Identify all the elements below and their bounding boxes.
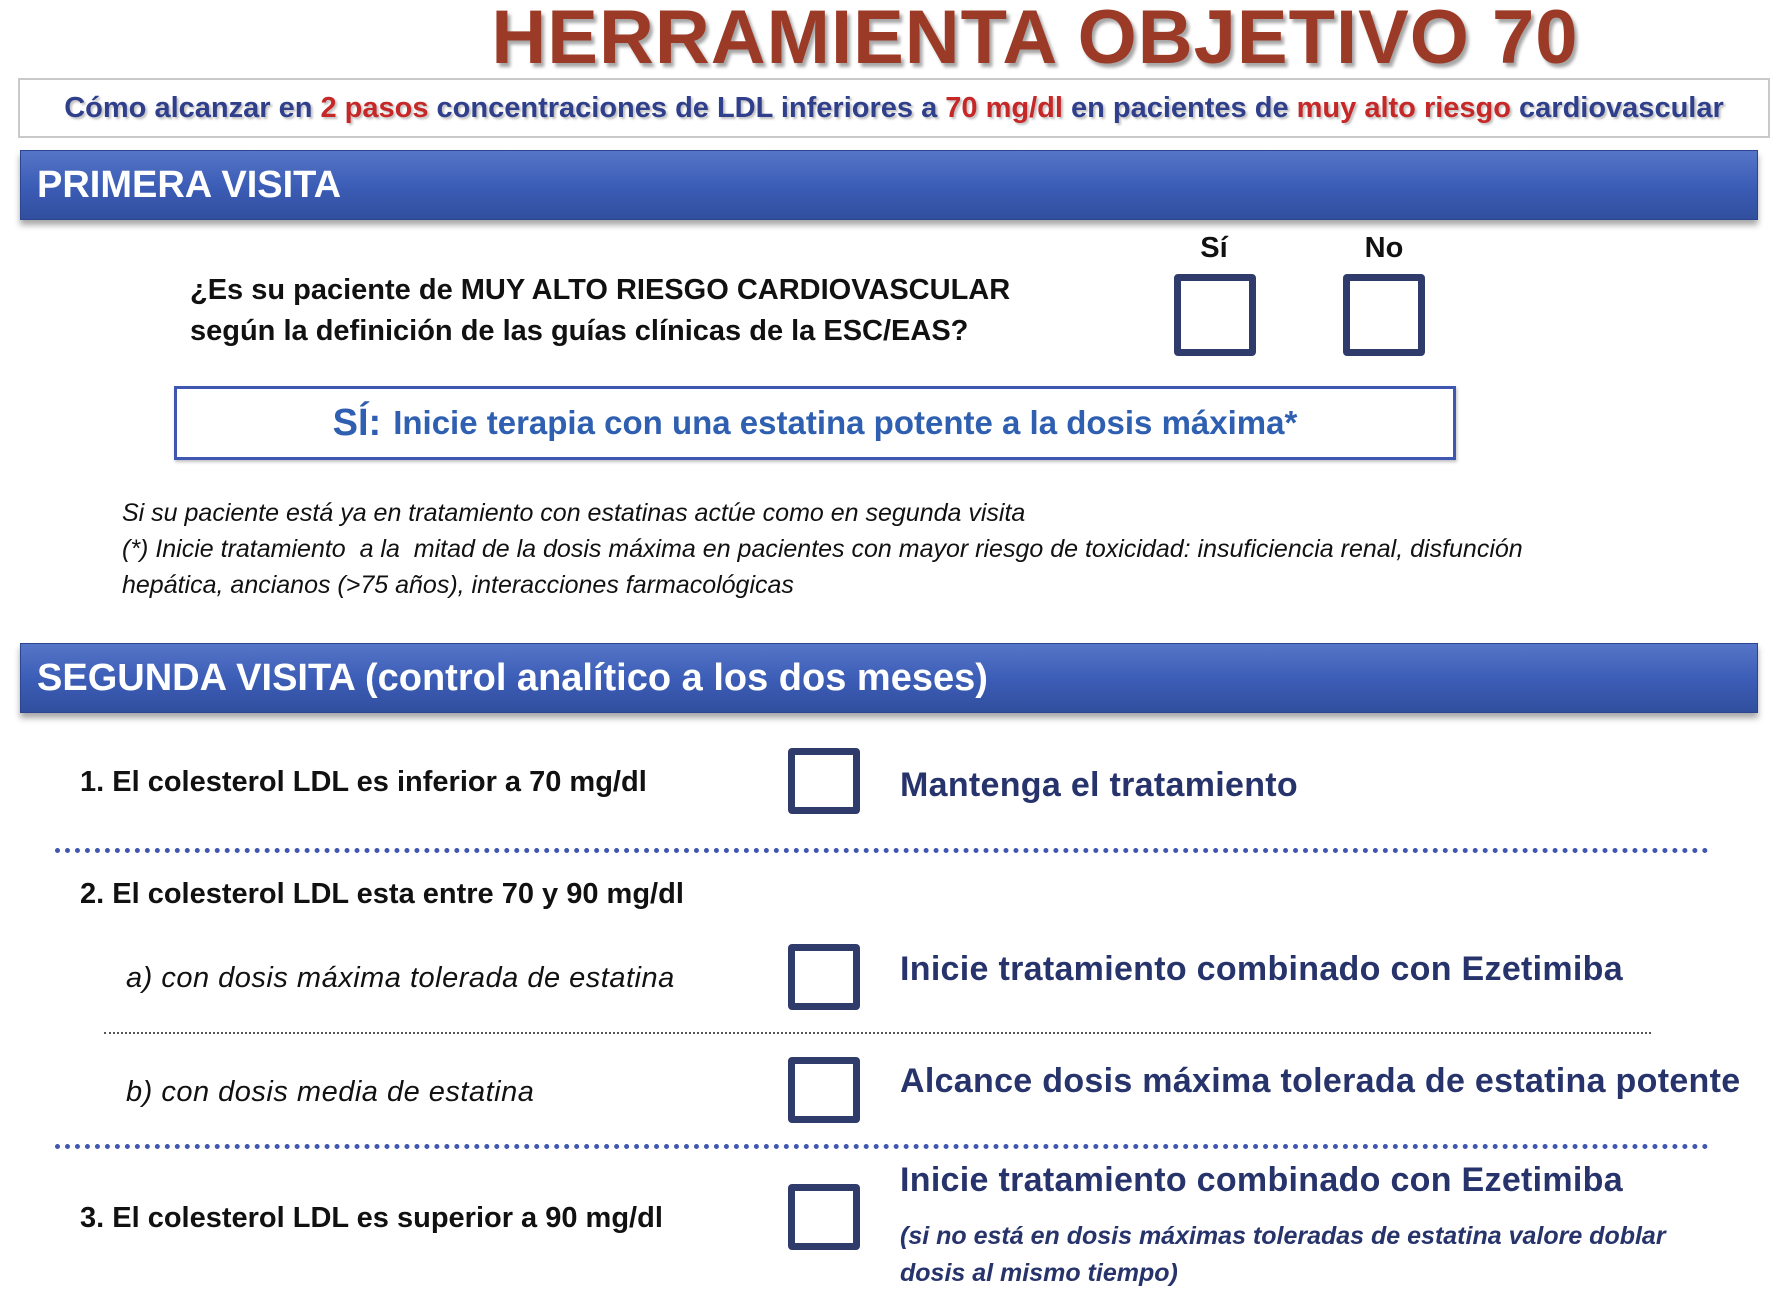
answer-text: Inicie terapia con una estatina potente a la dosis máxima* [393,404,1298,441]
note-line-1: Si su paciente está ya en tratamiento con estatinas actúe como en segunda visita [122,499,1026,527]
item-3-checkbox[interactable] [788,1184,860,1250]
question-line-2: según la definición de las guías clínicas de la ESC/EAS? [190,315,969,347]
risk-question [190,270,1010,352]
section-header-primera-visita [20,150,1758,220]
subtitle-text-2: concentraciones de LDL inferiores a [428,91,946,124]
subtitle-highlight-risk: muy alto riesgo [1296,91,1511,124]
subtitle-highlight-steps: 2 pasos [320,91,429,124]
note-line-3: hepática, ancianos (>75 años), interacciones farmacológicas [122,571,794,599]
item-2a-action: Inicie tratamiento combinado con Ezetimiba [900,950,1623,988]
item-2b-action: Alcance dosis máxima tolerada de estatina potente [900,1062,1741,1100]
page-title: HERRAMIENTA OBJETIVO 70 [491,0,1579,80]
subtitle-text-4: cardiovascular [1510,91,1724,124]
item-2a-checkbox[interactable] [788,944,860,1010]
notes [122,495,1523,603]
no-checkbox[interactable] [1343,274,1425,356]
item-2b-label: b) con dosis media de estatina [126,1076,535,1108]
item-3-action: Inicie tratamiento combinado con Ezetimiba [900,1161,1623,1199]
item-3-note-line-1: (si no está en dosis máximas toleradas de estatina valore doblar [900,1222,1666,1250]
item-1-checkbox[interactable] [788,748,860,814]
yes-checkbox[interactable] [1174,274,1256,356]
item-1-label: 1. El colesterol LDL es inferior a 70 mg/dl [80,766,647,798]
section-title: SEGUNDA VISITA (control analítico a los dos meses) [37,656,988,699]
question-line-1: ¿Es su paciente de MUY ALTO RIESGO CARDIOVASCULAR [190,274,1011,306]
item-2a-label: a) con dosis máxima tolerada de estatina [126,962,675,994]
divider [55,1144,1709,1149]
item-2-label: 2. El colesterol LDL esta entre 70 y 90 mg/dl [80,878,684,910]
item-1-action: Mantenga el tratamiento [900,766,1298,804]
divider [104,1032,1651,1034]
yes-label: Sí [1200,232,1228,264]
subtitle-text-1: Cómo alcanzar en [64,91,321,124]
divider [55,848,1709,853]
section-title: PRIMERA VISITA [37,163,342,206]
item-3-note [900,1218,1666,1292]
section-header-segunda-visita [20,643,1758,713]
subtitle-box [18,78,1770,138]
no-label: No [1364,232,1404,264]
item-3-label: 3. El colesterol LDL es superior a 90 mg/dl [80,1202,663,1234]
yes-answer-box [174,386,1456,460]
subtitle-highlight-ldl: 70 mg/dl [945,91,1063,124]
answer-lead: SÍ: [332,401,382,444]
item-3-note-line-2: dosis al mismo tiempo) [900,1259,1178,1287]
subtitle-text-3: en pacientes de [1062,91,1297,124]
note-line-2: (*) Inicie tratamiento a la mitad de la dosis máxima en pacientes con mayor riesgo de toxicidad: insuficiencia renal, disfunción [122,535,1523,563]
item-2b-checkbox[interactable] [788,1057,860,1123]
